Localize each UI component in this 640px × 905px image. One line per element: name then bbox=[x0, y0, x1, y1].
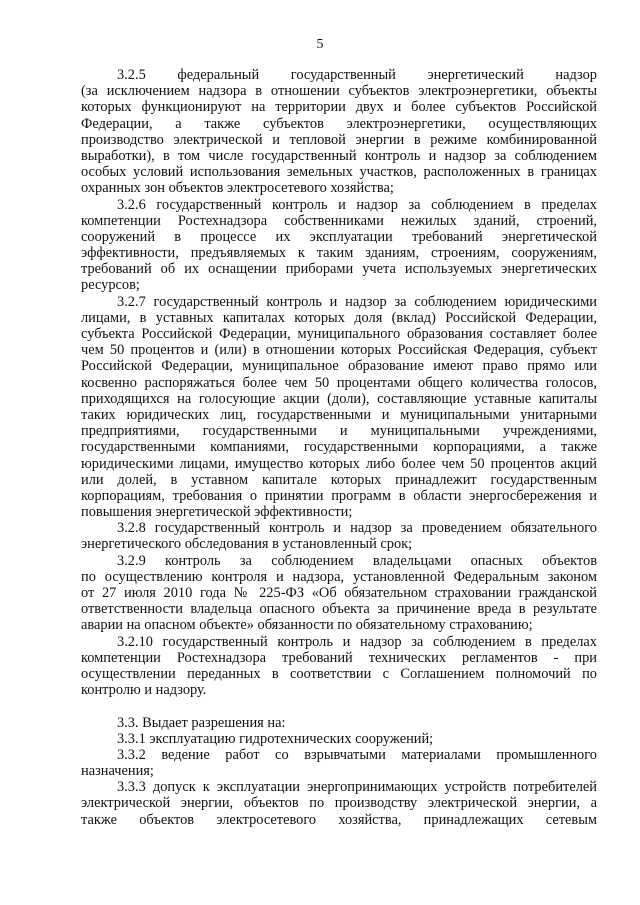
paragraph-p-3-2-9 bbox=[81, 553, 597, 634]
text-line: повышения энергетической эффективности; bbox=[81, 504, 353, 521]
text-line: или долей, в уставном капитале которых принадлежит государственным bbox=[81, 471, 597, 488]
text-line: компетенции Ростехнадзора собственниками нежилых зданий, строений, bbox=[81, 212, 597, 229]
text-line: электрической энергии, объектов по производству электрической энергии, а bbox=[81, 795, 597, 812]
text-line: также объектов электросетевого хозяйства, принадлежащих сетевым bbox=[81, 811, 597, 828]
text-line: (за исключением надзора в отношении субъектов электроэнергетики, объекты bbox=[81, 83, 597, 100]
text-line: 3.2.9 контроль за соблюдением владельцами опасных объектов bbox=[117, 552, 597, 569]
text-line: 3.2.8 государственный контроль и надзор за проведением обязательного bbox=[117, 520, 597, 537]
document-body bbox=[81, 67, 597, 828]
text-line: производство электрической и тепловой энергии в режиме комбинированной bbox=[81, 131, 597, 148]
text-line: ответственности владельца опасного объекта за причинение вреда в результате bbox=[81, 601, 597, 618]
text-line: ресурсов; bbox=[81, 277, 140, 294]
text-line: энергетического обследования в установленный срок; bbox=[81, 536, 413, 553]
text-line: косвенно распоряжаться более чем 50 процентами общего количества голосов, bbox=[81, 374, 597, 391]
text-line: осуществлении переданных в соответствии с Соглашением полномочий по bbox=[81, 665, 597, 682]
text-line: 3.3.3 допуск к эксплуатации энергопринимающих устройств потребителей bbox=[117, 779, 597, 796]
paragraph-p-3-3 bbox=[81, 715, 597, 731]
page-number: 5 bbox=[316, 37, 324, 52]
text-line: особых условий использования земельных участков, расположенных в границах bbox=[81, 164, 597, 181]
text-line: таких юридических лиц, государственными и муниципальными унитарными bbox=[81, 406, 597, 423]
text-line: 3.3.2 ведение работ со взрывчатыми материалами промышленного bbox=[117, 746, 597, 763]
paragraph-p-3-2-10 bbox=[81, 634, 597, 699]
text-line: от 27 июля 2010 года № 225-ФЗ «Об обязательном страховании гражданской bbox=[81, 585, 597, 601]
text-line: аварии на опасном объекте» обязанности по обязательному страхованию; bbox=[81, 617, 533, 634]
text-line: эффективности, предъявляемых к таким зданиям, строениям, сооружениям, bbox=[81, 245, 597, 262]
blank-line bbox=[81, 698, 597, 714]
text-line: Российской Федерации, муниципальное образование имеют право прямо или bbox=[81, 358, 597, 375]
text-line: государственными компаниями, государственными корпорациями, а также bbox=[81, 439, 597, 456]
paragraph-p-3-3-3 bbox=[81, 779, 597, 828]
text-line: 3.3. Выдает разрешения на: bbox=[117, 714, 286, 731]
text-line: лицами, в уставных капиталах которых доля (вклад) Российской Федерации, bbox=[81, 309, 597, 326]
text-line: предприятиями, государственными и муниципальными учреждениями, bbox=[81, 423, 597, 440]
paragraph-p-3-2-6 bbox=[81, 197, 597, 294]
text-line: назначения; bbox=[81, 763, 154, 780]
text-line: по осуществлению контроля и надзора, установленной Федеральным законом bbox=[81, 568, 597, 585]
text-line: субъекта Российской Федерации, муниципального образования составляет более bbox=[81, 326, 597, 342]
paragraph-p-3-3-1 bbox=[81, 731, 597, 747]
text-line: 3.2.5 федеральный государственный энергетический надзор bbox=[117, 67, 597, 83]
paragraph-p-3-3-2 bbox=[81, 747, 597, 779]
text-line: приходящихся на голосующие акции (доли), составляющие уставные капиталы bbox=[81, 390, 597, 407]
text-line: требований об их оснащении приборами учета используемых энергетических bbox=[81, 261, 597, 278]
text-line: 3.3.1 эксплуатацию гидротехнических сооружений; bbox=[117, 730, 434, 747]
text-line: сооружений в процессе их эксплуатации требований энергетической bbox=[81, 228, 597, 245]
text-line: юридическими лицами, имущество которых либо более чем 50 процентов акций bbox=[81, 455, 597, 472]
text-line: компетенции Ростехнадзора требований технических регламентов - при bbox=[81, 649, 597, 666]
paragraph-p-3-2-8 bbox=[81, 520, 597, 552]
text-line: охранных зон объектов электросетевого хозяйства; bbox=[81, 180, 394, 197]
text-line: корпорациям, требования о принятии программ в области энергосбережения и bbox=[81, 487, 597, 504]
text-line: выработки), в том числе государственный контроль и надзор за соблюдением bbox=[81, 147, 597, 164]
text-line: контролю и надзору. bbox=[81, 682, 207, 699]
text-line: чем 50 процентов и (или) в отношении которых Российская Федерация, субъект bbox=[81, 342, 597, 359]
text-line: которых функционируют на территории двух и более субъектов Российской bbox=[81, 99, 597, 116]
paragraph-p-3-2-7 bbox=[81, 294, 597, 521]
text-line: 3.2.7 государственный контроль и надзор за соблюдением юридическими bbox=[117, 293, 597, 310]
paragraph-p-3-2-5 bbox=[81, 67, 597, 197]
text-line: Федерации, а также субъектов электроэнергетики, осуществляющих bbox=[81, 115, 597, 132]
text-line: 3.2.6 государственный контроль и надзор за соблюдением в пределах bbox=[117, 196, 597, 213]
text-line: 3.2.10 государственный контроль и надзор за соблюдением в пределах bbox=[117, 633, 597, 650]
